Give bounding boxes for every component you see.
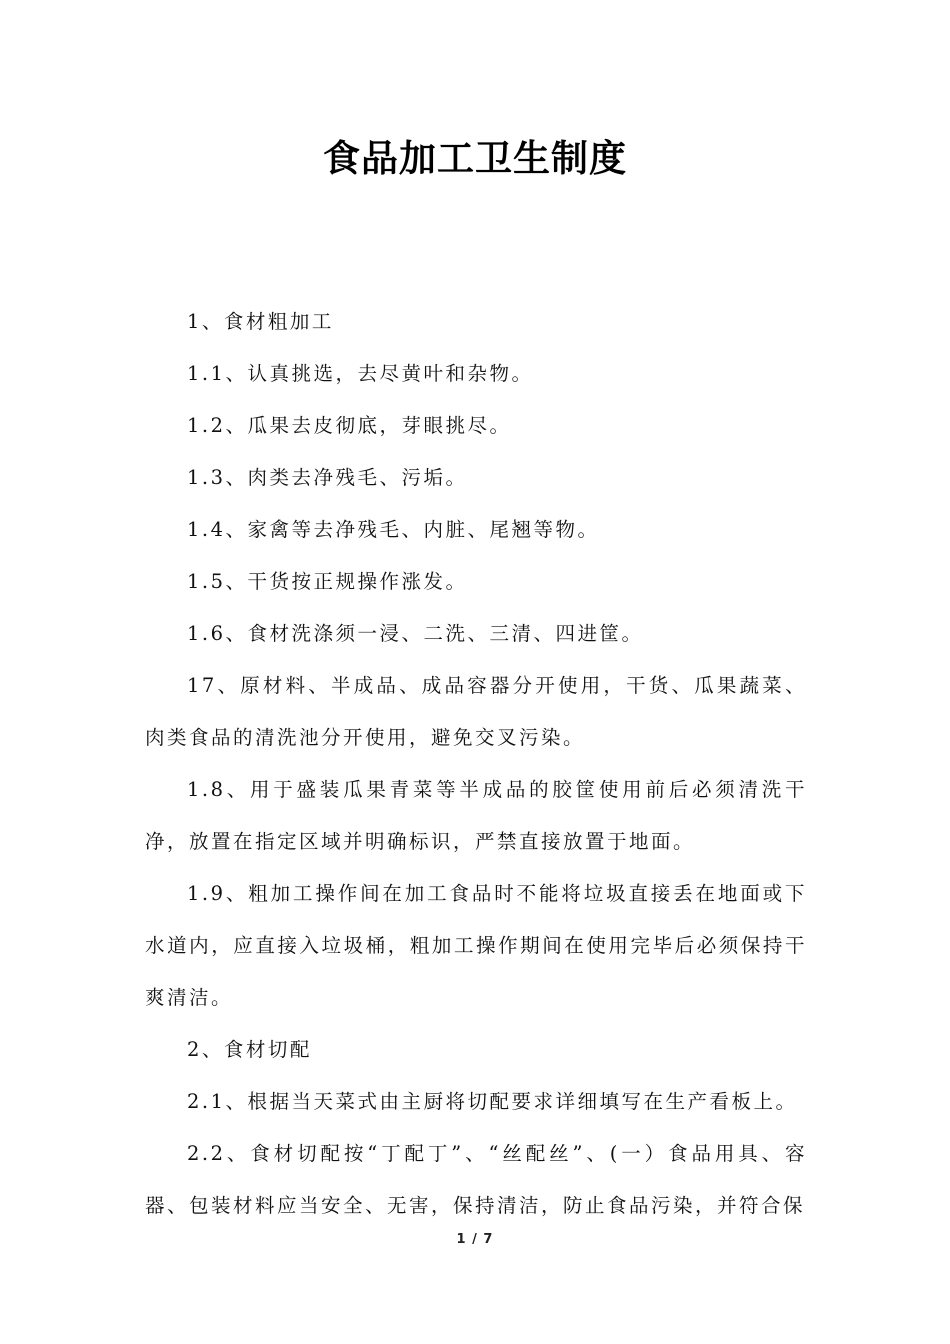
paragraph: 2.2、食材切配按“丁配丁”、“丝配丝”、(一）食品用具、容器、包装材料应当安全、无害，保持清洁，防止食品污染，并符合保 bbox=[145, 1142, 807, 1217]
paragraph: 1.2、瓜果去皮彻底，芽眼挑尽。 bbox=[187, 414, 512, 437]
paragraph: 17、原材料、半成品、成品容器分开使用，干货、瓜果蔬菜、肉类食品的清洗池分开使用，避免交叉污染。 bbox=[145, 674, 807, 749]
document-title: 食品加工卫生制度 bbox=[323, 137, 627, 180]
paragraph: 1.1、认真挑选，去尽黄叶和杂物。 bbox=[187, 362, 534, 385]
section-heading: 2、食材切配 bbox=[187, 1038, 312, 1061]
paragraph: 1.8、用于盛装瓜果青菜等半成品的胶筐使用前后必须清洗干净，放置在指定区域并明确标识，严禁直接放置于地面。 bbox=[145, 778, 807, 853]
paragraph: 1.5、干货按正规操作涨发。 bbox=[187, 570, 468, 593]
paragraph: 1.6、食材洗涤须一浸、二洗、三清、四进筐。 bbox=[187, 622, 644, 645]
section-heading: 1、食材粗加工 bbox=[187, 310, 334, 333]
paragraph: 2.1、根据当天菜式由主厨将切配要求详细填写在生产看板上。 bbox=[187, 1090, 798, 1113]
document-body bbox=[145, 296, 807, 1232]
page-number: 1 / 7 bbox=[456, 1232, 494, 1247]
paragraph: 1.3、肉类去净残毛、污垢。 bbox=[187, 466, 468, 489]
paragraph: 1.9、粗加工操作间在加工食品时不能将垃圾直接丢在地面或下水道内，应直接入垃圾桶，粗加工操作期间在使用完毕后必须保持干爽清洁。 bbox=[145, 882, 807, 1009]
paragraph: 1.4、家禽等去净残毛、内脏、尾翘等物。 bbox=[187, 518, 600, 541]
